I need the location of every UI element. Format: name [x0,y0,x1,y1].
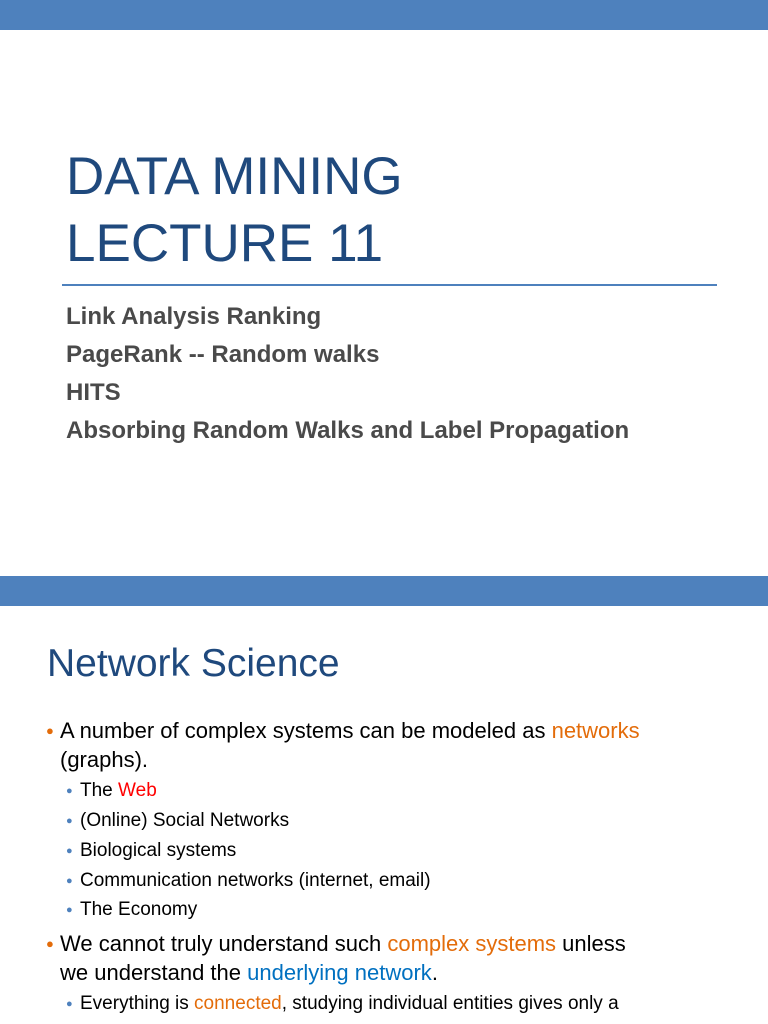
sub-bullet-item [66,809,290,833]
subtitle-item: Link Analysis Ranking [66,303,322,330]
subtitle-item: Absorbing Random Walks and Label Propagation [66,417,630,444]
bullet-text: We cannot truly understand such [60,931,388,956]
bullet-dot-icon: ● [66,815,73,827]
section-title: Network Science [47,642,340,685]
sub-bullet-text: Everything is [80,993,195,1014]
sub-bullet-item [66,839,237,863]
highlight-web: Web [118,780,157,801]
highlight-connected: connected [194,993,282,1014]
sub-bullet-item [66,992,619,1016]
bullet-dot-icon: ● [66,785,73,797]
subtitle-list [66,298,629,450]
bullet-dot-icon: ● [66,998,73,1010]
bullet-dot-icon: ● [46,936,54,951]
bullet-text: . [431,960,438,985]
highlight-networks: networks [551,718,640,743]
sub-bullet-item [66,898,198,922]
bullet-item [46,716,740,774]
sub-bullet-text: , studying individual entities gives only a [281,993,619,1014]
bullet-text: we understand the [60,960,248,985]
bullet-text: unless [556,931,626,956]
bullet-text: (graphs). [60,747,149,772]
slide-separator-band [0,576,768,606]
subtitle-item: PageRank -- Random walks [66,341,380,368]
title-line-1: DATA MINING [66,147,403,206]
bullet-item [46,929,750,987]
highlight-underlying-network: underlying network [247,960,432,985]
subtitle-item: HITS [66,379,121,406]
title-divider [62,284,717,286]
sub-bullet-item [66,869,431,893]
bullet-dot-icon: ● [66,845,73,857]
sub-bullet-text: Biological systems [80,840,237,861]
bullet-dot-icon: ● [46,723,54,738]
sub-bullet-text: Communication networks (internet, email) [80,870,431,891]
highlight-complex-systems: complex systems [387,931,557,956]
bullet-dot-icon: ● [66,904,73,916]
slide-title [66,143,403,277]
sub-bullet-text: (Online) Social Networks [80,810,290,831]
slide-top-band [0,0,768,30]
sub-bullet-text: The [80,780,119,801]
sub-bullet-item [66,779,157,803]
bullet-text: A number of complex systems can be modeled as [60,718,552,743]
bullet-dot-icon: ● [66,875,73,887]
sub-bullet-text: The Economy [80,899,198,920]
title-line-2: LECTURE 11 [66,214,384,273]
